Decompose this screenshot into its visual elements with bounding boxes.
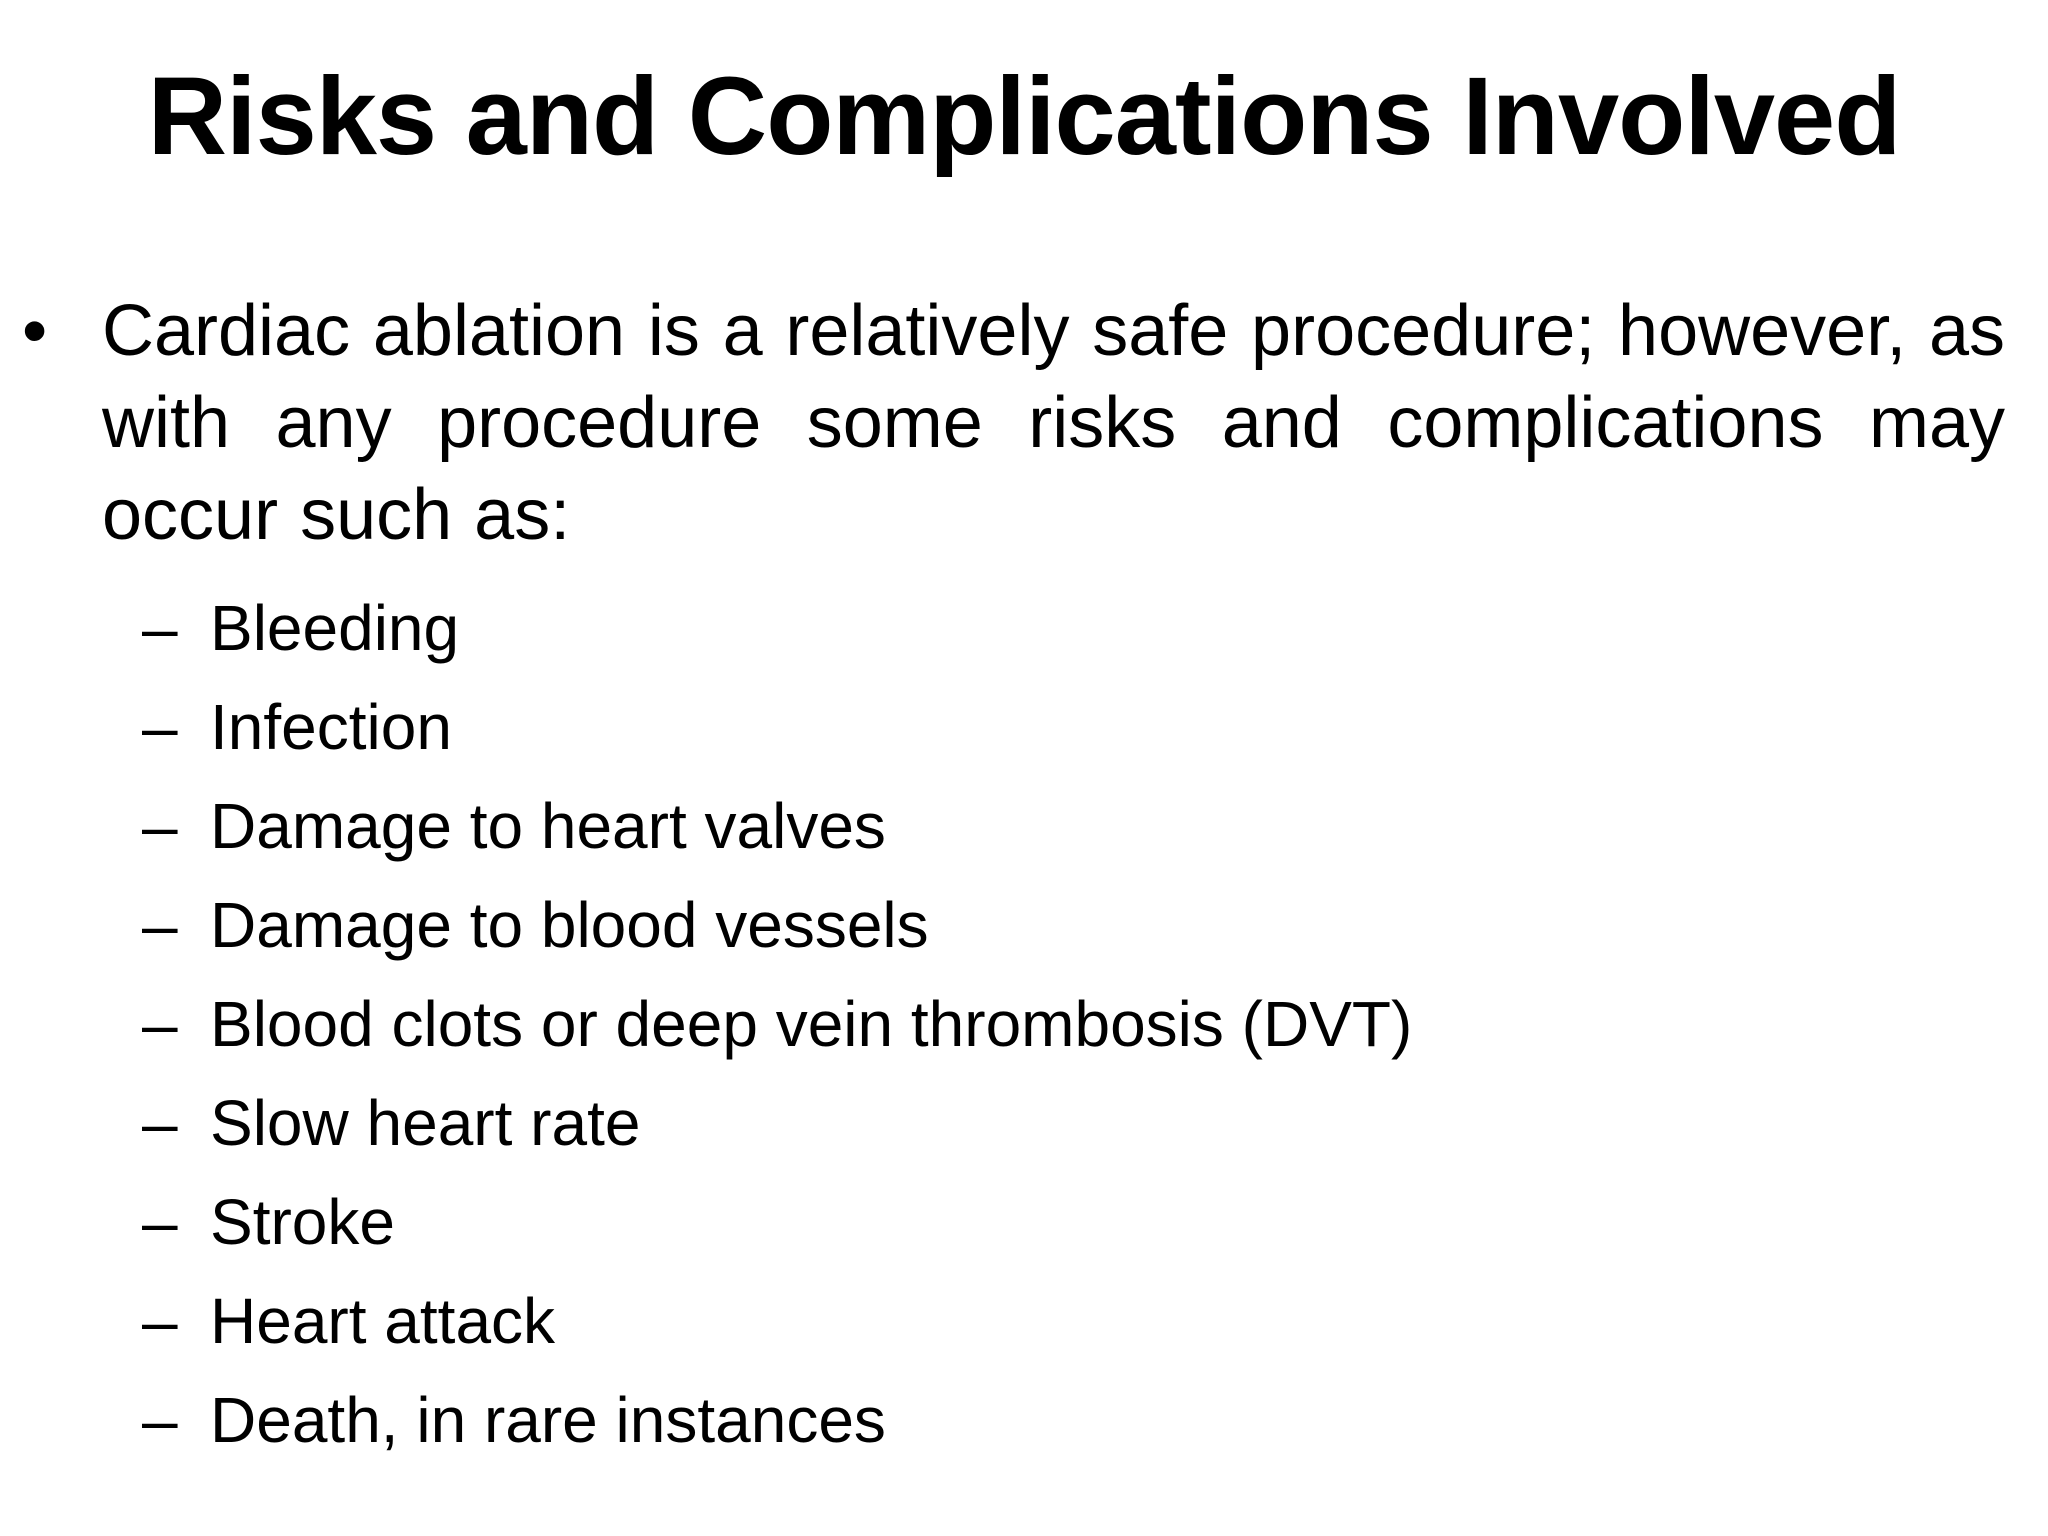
list-item-text: Bleeding — [210, 592, 460, 664]
dash-icon: – — [142, 988, 178, 1060]
list-item — [142, 975, 1412, 1074]
list-item-text: Heart attack — [210, 1285, 556, 1357]
list-item-text: Infection — [210, 691, 452, 763]
bullet-icon: • — [22, 291, 48, 371]
list-item-text: Slow heart rate — [210, 1087, 641, 1159]
dash-icon: – — [142, 1285, 178, 1357]
list-item — [142, 1173, 1412, 1272]
slide-title: Risks and Complications Involved — [147, 55, 1901, 178]
list-item — [142, 1371, 1412, 1470]
dash-icon: – — [142, 1384, 178, 1456]
dash-icon: – — [142, 790, 178, 862]
slide-body — [20, 285, 2005, 1456]
list-item — [142, 1074, 1412, 1173]
complications-list — [142, 579, 1412, 1470]
list-item-text: Death, in rare instances — [210, 1384, 886, 1456]
list-item — [142, 1272, 1412, 1371]
list-item — [142, 777, 1412, 876]
dash-icon: – — [142, 1186, 178, 1258]
list-item — [142, 678, 1412, 777]
list-item — [142, 579, 1412, 678]
main-bullet-text: Cardiac ablation is a relatively safe procedure; however, as with any procedure some risks and complications may occur such as: — [102, 291, 2005, 555]
main-bullet — [20, 285, 2005, 561]
dash-icon: – — [142, 1087, 178, 1159]
list-item-text: Blood clots or deep vein thrombosis (DVT) — [210, 988, 1413, 1060]
list-item-text: Damage to heart valves — [210, 790, 886, 862]
dash-icon: – — [142, 889, 178, 961]
list-item-text: Damage to blood vessels — [210, 889, 929, 961]
dash-icon: – — [142, 691, 178, 763]
list-item-text: Stroke — [210, 1186, 395, 1258]
dash-icon: – — [142, 592, 178, 664]
list-item — [142, 876, 1412, 975]
